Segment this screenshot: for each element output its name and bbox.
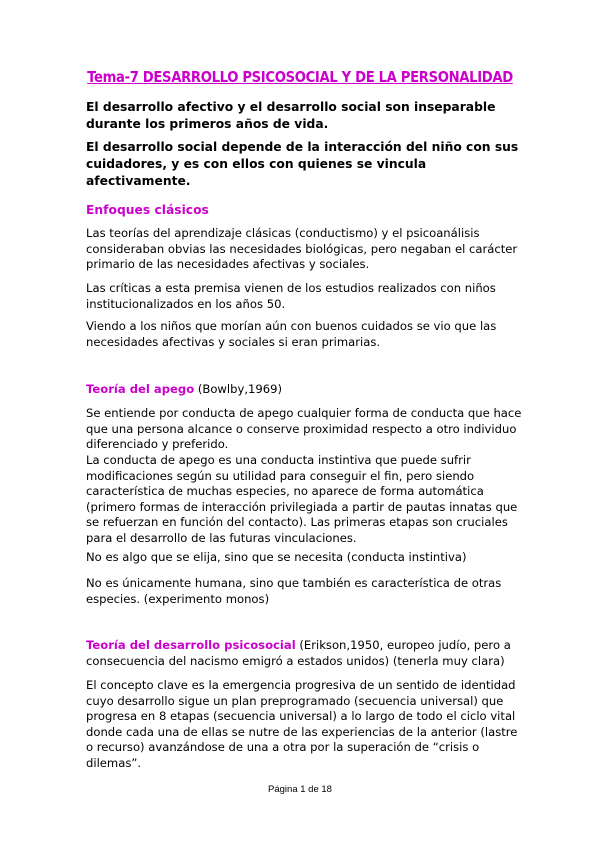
paragraph-apego-1: Se entiende por conducta de apego cualquier forma de conducta que hace que una persona alcance o conserve proximidad respecto a otro individuo diferenciado y preferido. (86, 406, 522, 452)
page-title: Tema-7 DESARROLLO PSICOSOCIAL Y DE LA PERSONALIDAD (87, 68, 513, 86)
section-heading-enfoques: Enfoques clásicos (86, 203, 209, 217)
paragraph-apego-4: No es únicamente humana, sino que también es característica de otras especies. (experimento monos) (86, 576, 502, 606)
paragraph-psicosocial-1: El concepto clave es la emergencia progresiva de un sentido de identidad cuyo desarrollo sigue un plan preprogramado (secuencia universal) que progresa en 8 etapas (secuencia universal) a lo largo de todo el ciclo vital donde cada una de ellas se nutre de las experiencias de la anterior (lastre o recurso) avanzándose de una a otra por la superación de “crisis o dilemas”. (86, 678, 518, 770)
paragraph-enfoques-1: Las teorías del aprendizaje clásicas (conductismo) y el psicoanálisis consideraban obvias las necesidades biológicas, pero negaban el carácter primario de las necesidades afectivas y sociales. (86, 226, 518, 272)
heading-psicosocial-title: Teoría del desarrollo psicosocial (86, 638, 296, 652)
heading-apego-title: Teoría del apego (86, 382, 195, 396)
heading-apego-suffix: (Bowlby,1969) (194, 382, 283, 396)
paragraph-apego-3: No es algo que se elija, sino que se necesita (conducta instintiva) (86, 550, 467, 564)
page-footer: Página 1 de 18 (268, 784, 332, 795)
intro-paragraph-1: El desarrollo afectivo y el desarrollo social son inseparable durante los primeros años de vida. (86, 100, 496, 131)
paragraph-enfoques-2: Las críticas a esta premisa vienen de los estudios realizados con niños institucionalizados en los años 50. (86, 281, 496, 311)
paragraph-apego-2: La conducta de apego es una conducta instintiva que puede sufrir modificaciones según su utilidad para conseguir el fin, pero siendo característica de muchas especies, no aparece de forma automática (primero formas de interacción privilegiada a partir de pautas innatas que se refuerzan en función del contacto). Las primeras etapas son cruciales para el desarrollo de las futuras vinculaciones. (86, 453, 518, 545)
paragraph-enfoques-3: Viendo a los niños que morían aún con buenos cuidados se vio que las necesidades afectivas y sociales si eran primarias. (86, 319, 497, 349)
intro-paragraph-2: El desarrollo social depende de la interacción del niño con sus cuidadores, y es con ellos con quienes se vincula afectivamente. (86, 140, 519, 188)
section-heading-apego (86, 382, 526, 398)
section-heading-psicosocial (86, 638, 526, 669)
heading-psicosocial-suffix: (Erikson,1950, europeo judío, pero a consecuencia del nacismo emigró a estados unidos) (tenerla muy clara) (86, 638, 511, 668)
